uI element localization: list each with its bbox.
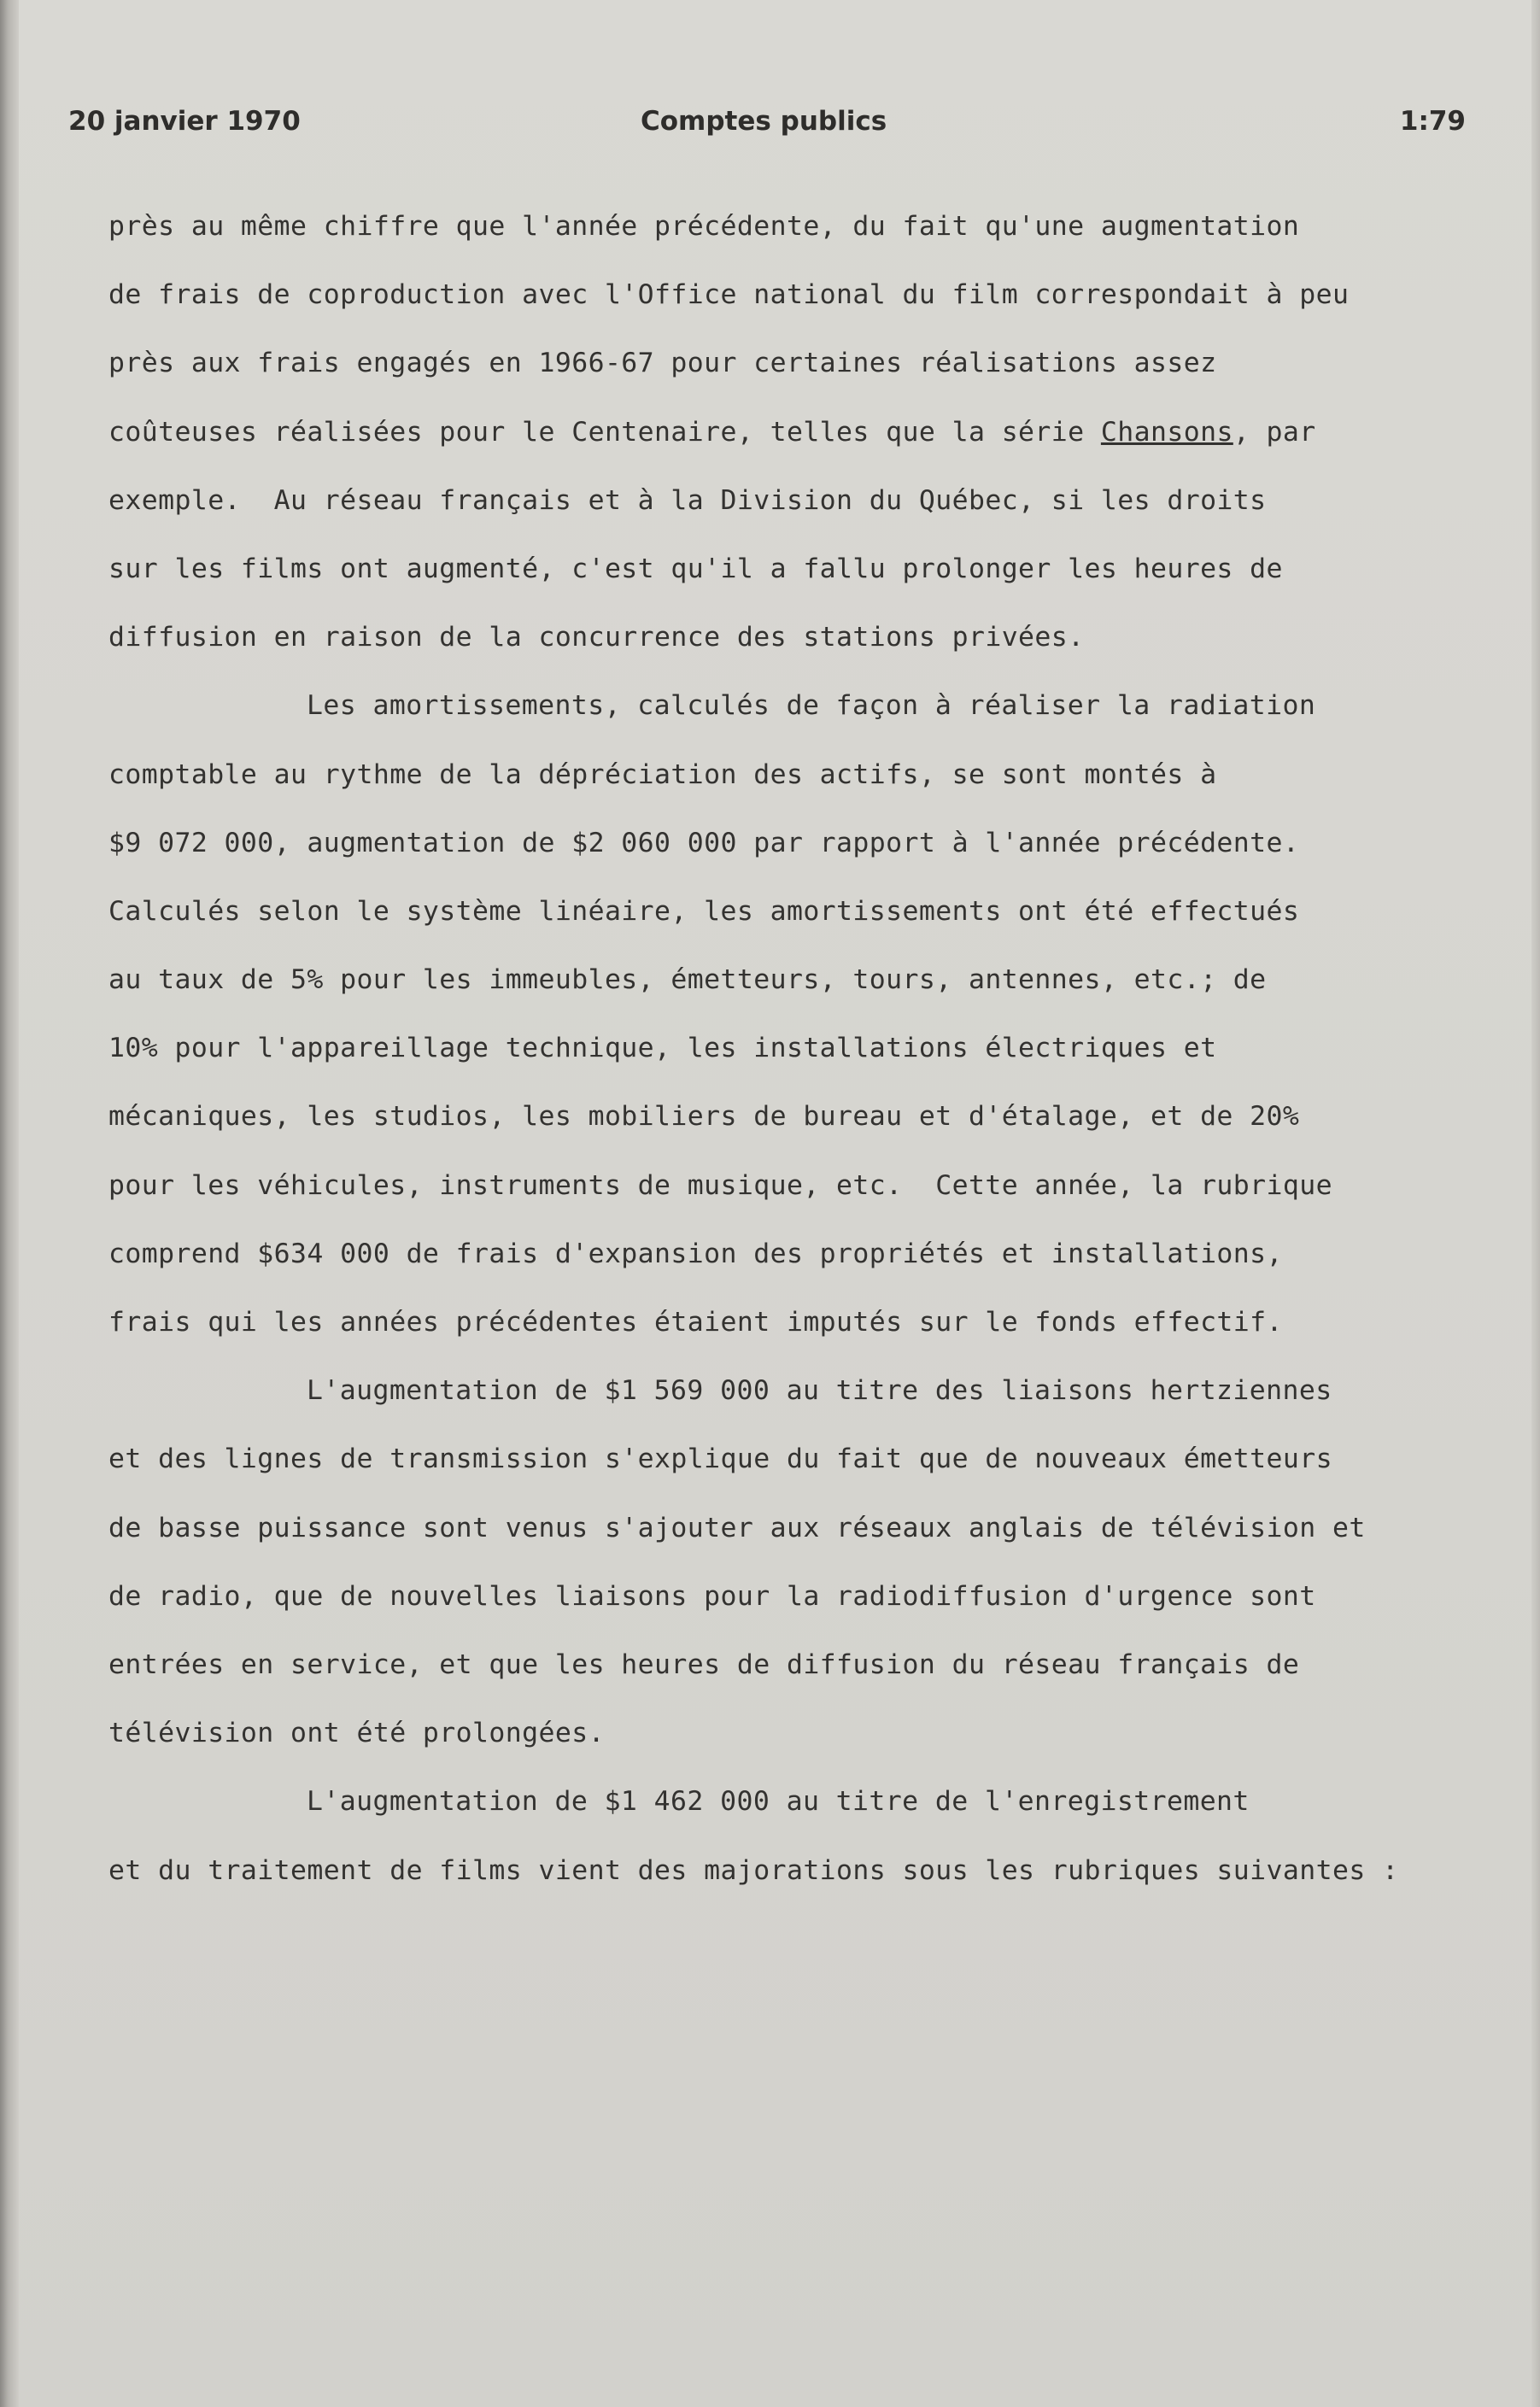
text-line: 10% pour l'appareillage technique, les installations électriques et bbox=[108, 1033, 1217, 1064]
body-text bbox=[108, 207, 1441, 1919]
text-line: exemple. Au réseau français et à la Division du Québec, si les droits bbox=[108, 484, 1267, 516]
series-title-chansons: Chansons bbox=[1100, 416, 1233, 448]
header-page-number: 1:79 bbox=[1399, 106, 1466, 137]
text-line: près au même chiffre que l'année précédente, du fait qu'une augmentation bbox=[108, 211, 1300, 242]
text-line: Calculés selon le système linéaire, les amortissements ont été effectués bbox=[108, 895, 1300, 927]
text-line: frais qui les années précédentes étaient imputés sur le fonds effectif. bbox=[108, 1307, 1283, 1338]
header-date: 20 janvier 1970 bbox=[68, 106, 301, 137]
text-line: de frais de coproduction avec l'Office national du film correspondait à peu bbox=[108, 279, 1350, 311]
page-header bbox=[68, 106, 1466, 143]
header-title: Comptes publics bbox=[641, 106, 887, 137]
text-line: entrées en service, et que les heures de diffusion du réseau français de bbox=[108, 1649, 1300, 1680]
text-line: télévision ont été prolongées. bbox=[108, 1718, 605, 1749]
text-line: sur les films ont augmenté, c'est qu'il a fallu prolonger les heures de bbox=[108, 553, 1283, 584]
text-segment: , par bbox=[1233, 416, 1316, 448]
text-line: de radio, que de nouvelles liaisons pour la radiodiffusion d'urgence sont bbox=[108, 1580, 1316, 1612]
text-line: et du traitement de films vient des majorations sous les rubriques suivantes : bbox=[108, 1854, 1399, 1886]
page-edge bbox=[1531, 0, 1540, 2407]
text-line: comptable au rythme de la dépréciation des actifs, se sont montés à bbox=[108, 758, 1217, 790]
text-line-with-series-title bbox=[108, 413, 1441, 481]
text-line: près aux frais engagés en 1966-67 pour certaines réalisations assez bbox=[108, 348, 1217, 379]
document-page bbox=[19, 0, 1540, 2407]
text-segment: coûteuses réalisées pour le Centenaire, telles que la série bbox=[108, 416, 1101, 448]
paragraph-start: Les amortissements, calculés de façon à réaliser la radiation bbox=[307, 690, 1316, 722]
binding-spine bbox=[0, 0, 19, 2407]
paragraph-start: L'augmentation de $1 569 000 au titre des liaisons hertziennes bbox=[307, 1375, 1332, 1407]
text-line: $9 072 000, augmentation de $2 060 000 par rapport à l'année précédente. bbox=[108, 827, 1300, 858]
text-line: pour les véhicules, instruments de musique, etc. Cette année, la rubrique bbox=[108, 1169, 1332, 1201]
text-line: mécaniques, les studios, les mobiliers de bureau et d'étalage, et de 20% bbox=[108, 1101, 1300, 1133]
text-line: de basse puissance sont venus s'ajouter aux réseaux anglais de télévision et bbox=[108, 1512, 1366, 1543]
text-line: comprend $634 000 de frais d'expansion des propriétés et installations, bbox=[108, 1238, 1283, 1269]
text-line: et des lignes de transmission s'explique du fait que de nouveaux émetteurs bbox=[108, 1444, 1332, 1475]
text-line: diffusion en raison de la concurrence des stations privées. bbox=[108, 622, 1085, 653]
paragraph-start: L'augmentation de $1 462 000 au titre de l'enregistrement bbox=[307, 1786, 1250, 1818]
text-line: au taux de 5% pour les immeubles, émetteurs, tours, antennes, etc.; de bbox=[108, 964, 1267, 996]
